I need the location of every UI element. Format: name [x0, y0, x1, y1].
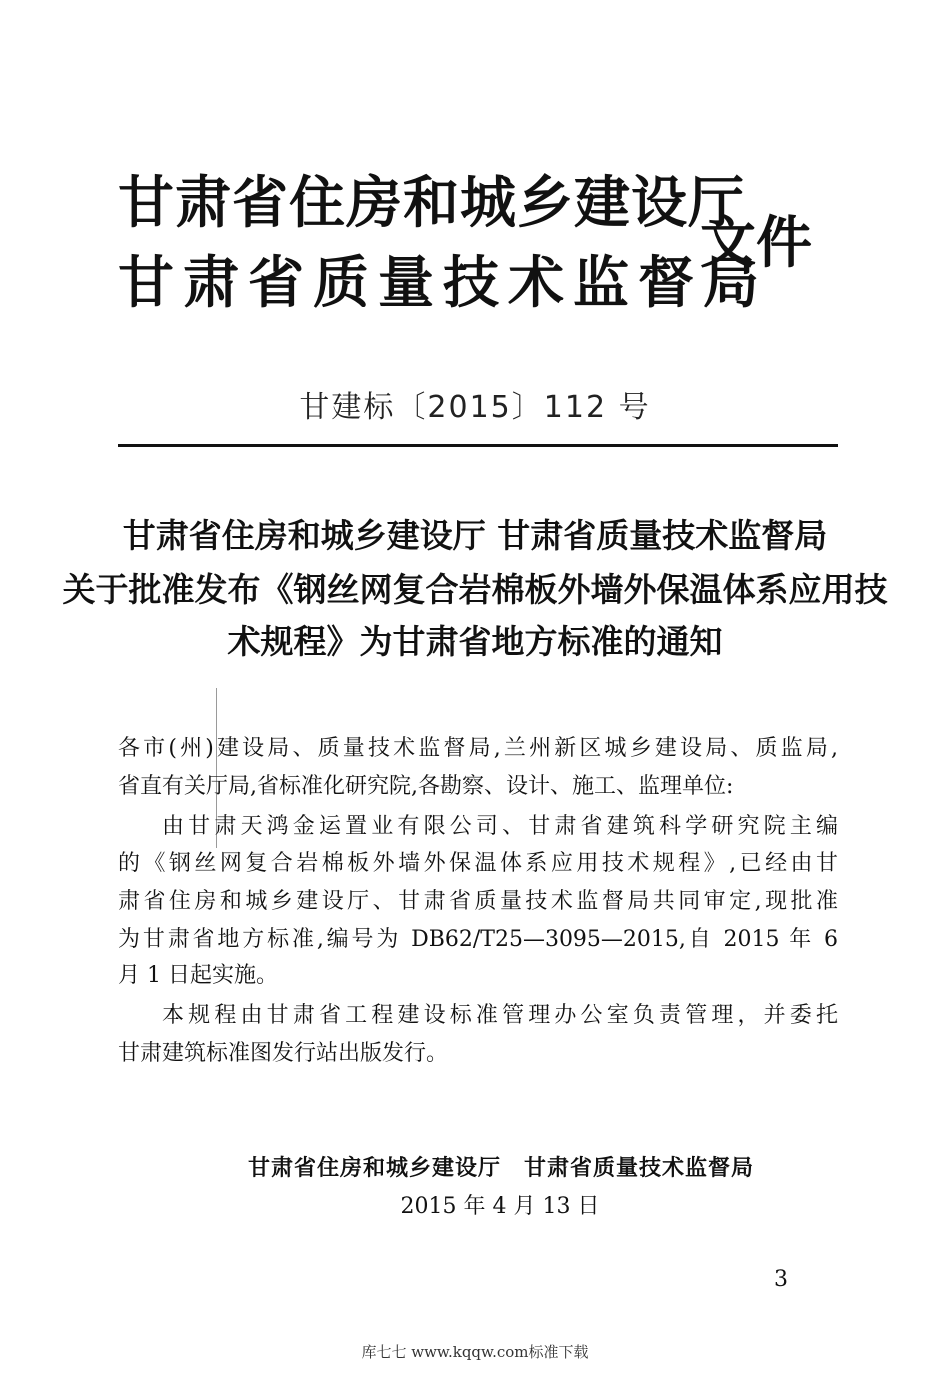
notice-title-line-3: 术规程》为甘肃省地方标准的通知 — [227, 622, 723, 661]
paragraph-1-line: 肃省住房和城乡建设厅、甘肃省质量技术监督局共同审定,现批准 — [118, 889, 838, 914]
paragraph-1-line: 月 1 日起实施。 — [118, 963, 278, 988]
addressee-line-1: 各市(州)建设局、质量技术监督局,兰州新区城乡建设局、质监局, — [118, 736, 838, 761]
notice-title-line-2: 关于批准发布《钢丝网复合岩棉板外墙外保温体系应用技 — [62, 570, 888, 609]
document-number: 甘建标〔2015〕112 号 — [299, 390, 651, 425]
signature-issuers: 甘肃省住房和城乡建设厅 甘肃省质量技术监督局 — [248, 1156, 755, 1181]
issuer-name-housing: 甘肃省住房和城乡建设厅 — [118, 171, 745, 236]
document-type-label: 文件 — [700, 211, 812, 276]
paragraph-1-line: 为甘肃省地方标准,编号为 DB62/T25—3095—2015,自 2015 年 6 — [118, 927, 838, 952]
paragraph-1-line: 的《钢丝网复合岩棉板外墙外保温体系应用技术规程》,已经由甘 — [118, 851, 838, 876]
footer-watermark: 库七七 www.kqqw.com标准下载 — [361, 1343, 589, 1361]
paragraph-2-line: 甘肃建筑标准图发行站出版发行。 — [118, 1041, 449, 1066]
addressee-line-2: 省直有关厅局,省标准化研究院,各勘察、设计、施工、监理单位: — [118, 774, 734, 799]
signature-date: 2015 年 4 月 13 日 — [400, 1194, 600, 1219]
notice-title-line-1: 甘肃省住房和城乡建设厅 甘肃省质量技术监督局 — [122, 516, 828, 555]
paragraph-2-line: 本规程由甘肃省工程建设标准管理办公室负责管理，并委托 — [162, 1003, 838, 1028]
paragraph-1-line: 由甘肃天鸿金运置业有限公司、甘肃省建筑科学研究院主编 — [162, 814, 838, 839]
page-number: 3 — [774, 1267, 788, 1292]
issuer-name-quality: 甘肃省质量技术监督局 — [118, 251, 768, 316]
header-divider — [118, 444, 838, 447]
